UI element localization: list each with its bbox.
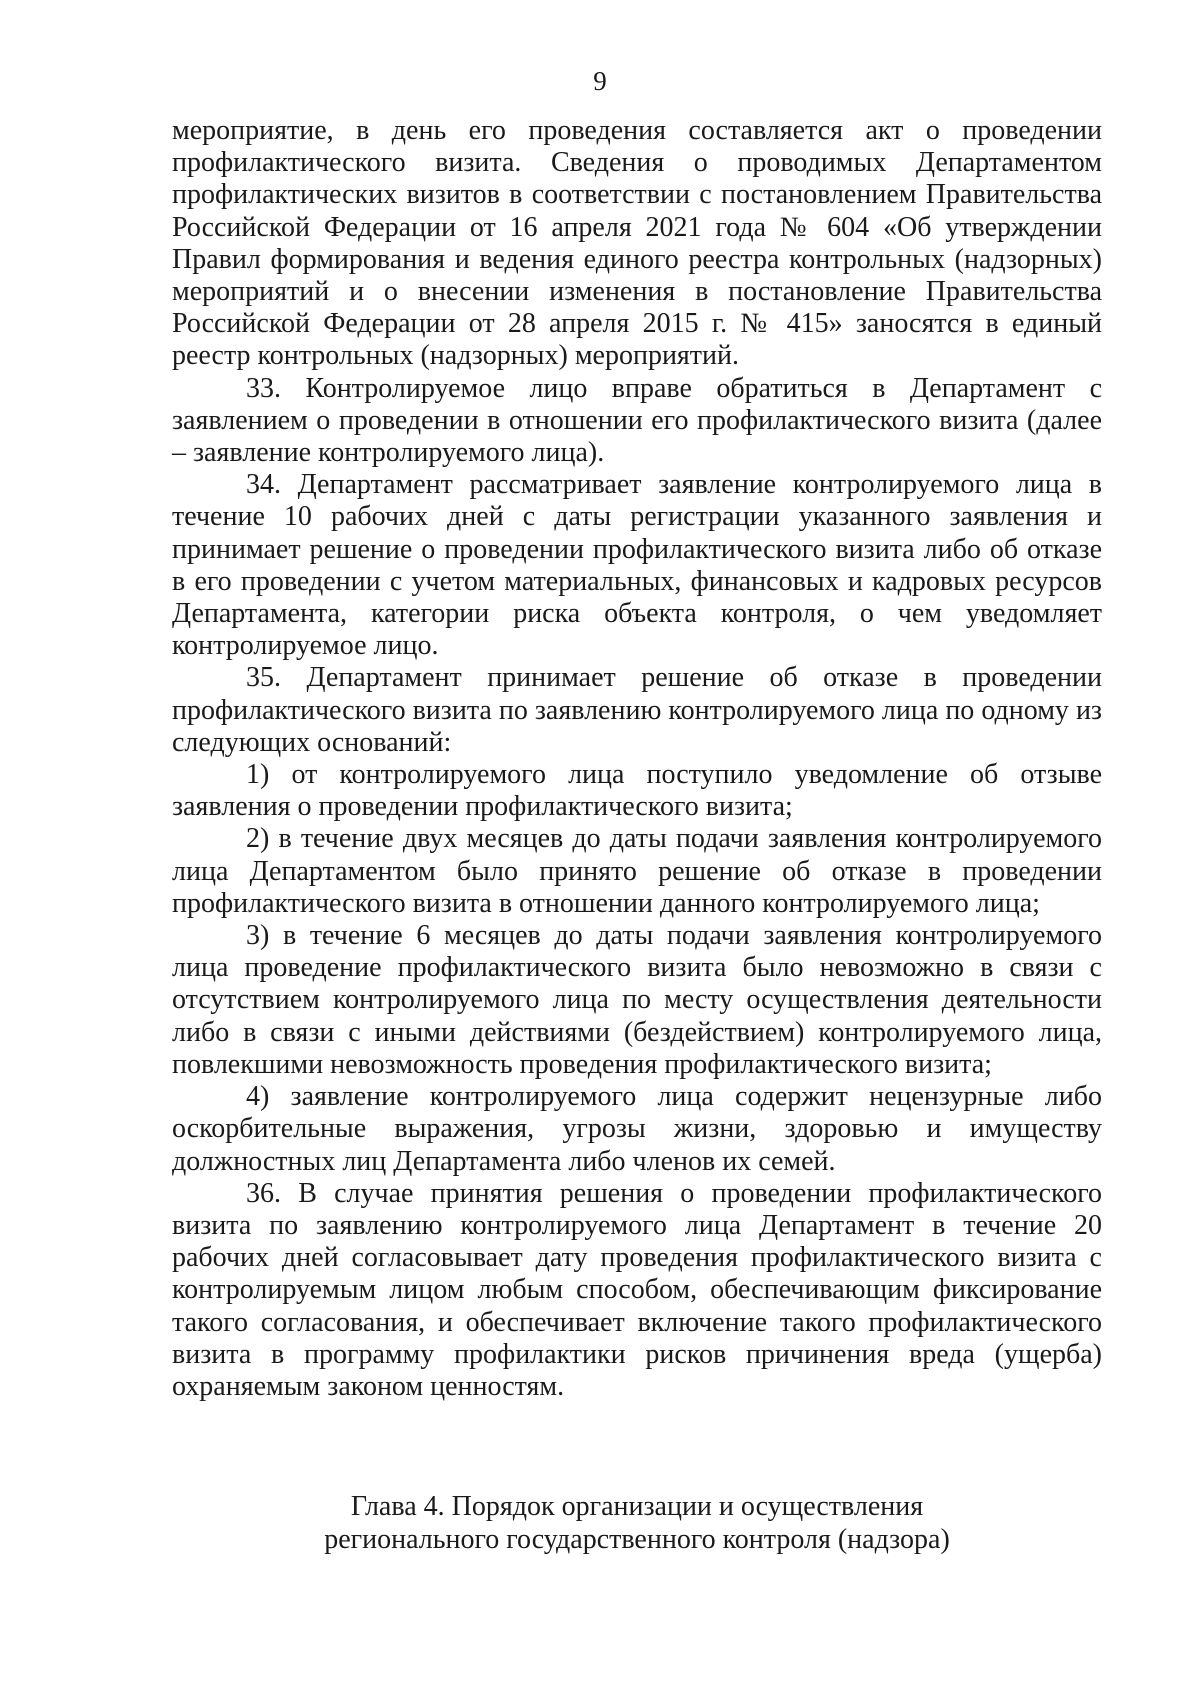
paragraph-continuation: мероприятие, в день его проведения составляется акт о проведении профилактического визита. Сведения о проводимых Департаментом профилактических визитов в соответствии с постановлением Правительства Российской Федерации от 16 апреля 2021 года № 604 «Об утверждении Правил формирования и ведения единого реестра контрольных (надзорных) мероприятий и о внесении изменения в постановление Правительства Российской Федерации от 28 апреля 2015 г. № 415» заносятся в единый реестр контрольных (надзорных) мероприятий. [172,115,1102,372]
list-item-3: 3) в течение 6 месяцев до даты подачи заявления контролируемого лица проведение профилактического визита было невозможно в связи с отсутствием контролируемого лица по месту осуществления деятельности либо в связи с иными действиями (бездействием) контролируемого лица, повлекшими невозможность проведения профилактического визита; [172,920,1102,1080]
paragraph-36: 36. В случае принятия решения о проведении профилактического визита по заявлению контролируемого лица Департамент в течение 20 рабочих дней согласовывает дату проведения профилактического визита с контролируемым лицом любым способом, обеспечивающим фиксирование такого согласования, и обеспечивает включение такого профилактического визита в программу профилактики рисков причинения вреда (ущерба) охраняемым законом ценностям. [172,1177,1102,1402]
list-item-1: 1) от контролируемого лица поступило уведомление об отзыве заявления о проведении профилактического визита; [172,759,1102,823]
list-item-4: 4) заявление контролируемого лица содержит нецензурные либо оскорбительные выражения, угрозы жизни, здоровью и имуществу должностных лиц Департамента либо членов их семей. [172,1081,1102,1177]
paragraph-34: 34. Департамент рассматривает заявление контролируемого лица в течение 10 рабочих дней с даты регистрации указанного заявления и принимает решение о проведении профилактического визита либо об отказе в его проведении с учетом материальных, финансовых и кадровых ресурсов Департамента, категории риска объекта контроля, о чем уведомляет контролируемое лицо. [172,469,1102,662]
chapter-title-line-2: регионального государственного контроля (надзора) [324,1524,950,1555]
list-item-2: 2) в течение двух месяцев до даты подачи заявления контролируемого лица Департаментом было принято решение об отказе в проведении профилактического визита в отношении данного контролируемого лица; [172,823,1102,919]
paragraph-35: 35. Департамент принимает решение об отказе в проведении профилактического визита по заявлению контролируемого лица по одному из следующих оснований: [172,662,1102,758]
chapter-title-line-1: Глава 4. Порядок организации и осуществления [350,1491,924,1522]
paragraph-33: 33. Контролируемое лицо вправе обратиться в Департамент с заявлением о проведении в отношении его профилактического визита (далее – заявление контролируемого лица). [172,372,1102,469]
chapter-heading [172,1490,1102,1556]
page-number: 9 [593,66,607,96]
document-body [172,115,1102,1403]
